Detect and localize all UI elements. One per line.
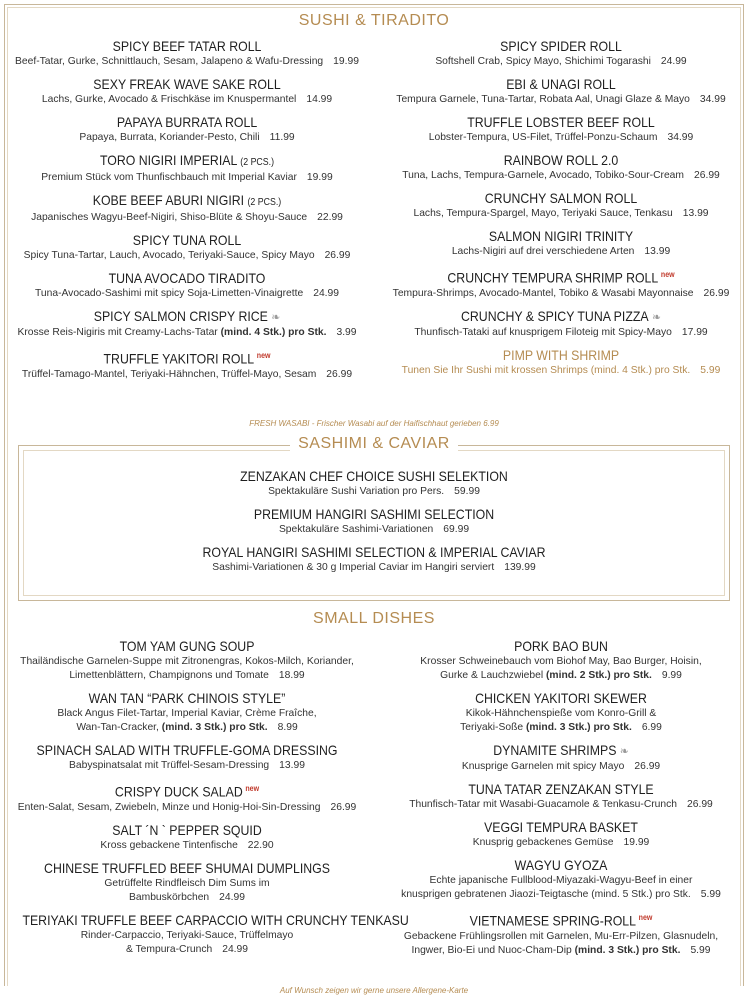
item-desc: Ingwer, Bio-Ei und Nuoc-Cham-Dip (mind. 3 Stk.) pro Stk. 5.99 bbox=[411, 944, 711, 956]
item-desc: Lachs, Gurke, Avocado & Frischkäse im Knuspermantel 14.99 bbox=[41, 94, 333, 105]
chili-icon: ❧ bbox=[619, 744, 629, 758]
section-title-sashimi: SASHIMI & CAVIAR bbox=[298, 435, 450, 452]
item-name: CRUNCHY SALMON ROLL bbox=[484, 190, 638, 206]
item-desc: Japanisches Wagyu-Beef-Nigiri, Shiso-Blüte & Shoyu-Sauce 22.99 bbox=[31, 212, 343, 223]
item-desc: Gurke & Lauchzwiebel (mind. 2 Stk.) pro Stk. 9.99 bbox=[440, 670, 682, 681]
item-name: RAINBOW ROLL 2.0 bbox=[503, 152, 619, 168]
item-desc: Premium Stück vom Thunfischbauch mit Imperial Kaviar 19.99 bbox=[41, 172, 333, 183]
menu-item bbox=[374, 266, 748, 301]
new-badge: new bbox=[245, 784, 260, 793]
item-price: 24.99 bbox=[222, 943, 248, 955]
item-price: 26.99 bbox=[694, 170, 720, 181]
item-desc: Wan-Tan-Cracker, (mind. 3 Stk.) pro Stk. 8.99 bbox=[76, 722, 298, 733]
item-name: SALT ´N ` PEPPER SQUID bbox=[112, 821, 262, 838]
item-desc: Lobster-Tempura, US-Filet, Trüffel-Ponzu-Schaum 34.99 bbox=[428, 132, 694, 143]
item-price: 6.99 bbox=[641, 722, 662, 733]
item-price: 8.99 bbox=[277, 722, 298, 733]
item-price: 9.99 bbox=[661, 670, 682, 681]
wasabi-note: FRESH WASABI - Frischer Wasabi auf der Haifischhaut gerieben 6.99 bbox=[249, 419, 499, 428]
menu-item bbox=[0, 690, 374, 735]
item-price: 26.99 bbox=[634, 761, 661, 772]
menu-item bbox=[374, 308, 748, 340]
chili-icon: ❧ bbox=[652, 309, 661, 324]
section-title-small-dishes: SMALL DISHES bbox=[313, 610, 435, 627]
item-name: TUNA TATAR ZENZAKAN STYLE bbox=[468, 781, 654, 797]
new-badge: new bbox=[256, 351, 271, 360]
item-desc: Thunfisch-Tatar mit Wasabi-Guacamole & Tenkasu-Crunch 26.99 bbox=[409, 799, 713, 810]
item-desc: Bambuskörbchen 24.99 bbox=[129, 891, 245, 903]
item-name: TUNA AVOCADO TIRADITO bbox=[108, 270, 266, 286]
item-name: CHINESE TRUFFLED BEEF SHUMAI DUMPLINGS bbox=[44, 859, 330, 876]
item-desc: Gebackene Frühlingsrollen mit Garnelen, Mu-Err-Pilzen, Glasnudeln, bbox=[403, 930, 719, 942]
item-desc: Sashimi-Variationen & 30 g Imperial Caviar im Hangiri serviert 139.99 bbox=[212, 562, 536, 573]
menu-item bbox=[374, 781, 748, 812]
menu-item bbox=[374, 347, 748, 378]
item-desc: Papaya, Burrata, Koriander-Pesto, Chili 11.99 bbox=[79, 132, 295, 143]
item-name: DYNAMITE SHRIMPS ❧ bbox=[493, 742, 629, 758]
item-desc: Beef-Tatar, Gurke, Schnittlauch, Sesam, Jalapeno & Wafu-Dressing 19.99 bbox=[15, 56, 359, 67]
item-price: 19.99 bbox=[623, 837, 650, 848]
item-name: VIETNAMESE SPRING-ROLL $^{new}$ bbox=[469, 912, 653, 929]
item-name: EBI & UNAGI ROLL bbox=[506, 76, 616, 92]
menu-item bbox=[0, 638, 374, 683]
menu-item bbox=[374, 38, 748, 69]
item-price: 14.99 bbox=[306, 94, 333, 105]
item-price: 59.99 bbox=[454, 486, 480, 497]
item-price: 13.99 bbox=[682, 208, 709, 219]
sashimi-column bbox=[0, 468, 748, 575]
item-name: VEGGI TEMPURA BASKET bbox=[484, 819, 638, 835]
item-name: SALMON NIGIRI TRINITY bbox=[488, 228, 634, 244]
item-name: CRUNCHY TEMPURA SHRIMP ROLL $^{new}$ bbox=[447, 269, 675, 286]
menu-item bbox=[0, 822, 374, 853]
item-desc: Teriyaki-Soße (mind. 3 Stk.) pro Stk. 6.99 bbox=[460, 722, 662, 733]
item-price: 5.99 bbox=[700, 364, 721, 376]
small-right-column bbox=[374, 638, 748, 958]
menu-item bbox=[0, 152, 374, 185]
item-desc: Thailändische Garnelen-Suppe mit Zitronengras, Kokos-Milch, Koriander, bbox=[20, 656, 354, 667]
item-desc: Lachs-Nigiri auf drei verschiedene Arten 13.99 bbox=[451, 246, 671, 257]
menu-item bbox=[0, 506, 748, 537]
item-desc: Tuna, Lachs, Tempura-Garnele, Avocado, Tobiko-Sour-Cream 26.99 bbox=[402, 170, 720, 181]
item-price: 13.99 bbox=[279, 760, 305, 771]
item-name: WAN TAN “PARK CHINOIS STYLE” bbox=[88, 690, 286, 706]
item-desc: Tuna-Avocado-Sashimi mit spicy Soja-Limetten-Vinaigrette 24.99 bbox=[34, 288, 339, 299]
menu-item bbox=[0, 347, 374, 382]
menu-item bbox=[0, 76, 374, 107]
item-desc: Kikok-Hähnchenspieße vom Konro-Grill & bbox=[465, 708, 657, 719]
item-desc: Krosser Schweinebauch vom Biohof May, Bao Burger, Hoisin, bbox=[420, 656, 702, 667]
menu-item bbox=[0, 114, 374, 145]
item-desc: Tunen Sie Ihr Sushi mit krossen Shrimps (mind. 4 Stk.) pro Stk. 5.99 bbox=[401, 364, 721, 376]
item-price: 24.99 bbox=[313, 288, 339, 299]
chili-icon: ❧ bbox=[271, 310, 281, 324]
item-name: SPICY SPIDER ROLL bbox=[500, 38, 622, 54]
item-desc: Tempura Garnele, Tuna-Tartar, Robata Aal, Unagi Glaze & Mayo 34.99 bbox=[396, 94, 726, 105]
menu-item bbox=[0, 38, 374, 69]
item-name: ROYAL HANGIRI SASHIMI SELECTION & IMPERIAL CAVIAR bbox=[202, 544, 546, 560]
item-desc: Babyspinatsalat mit Trüffel-Sesam-Dressing 13.99 bbox=[69, 760, 305, 771]
new-badge: new bbox=[638, 913, 653, 922]
menu-item bbox=[0, 780, 374, 815]
new-badge: new bbox=[660, 270, 675, 279]
item-desc: Thunfisch-Tataki auf knusprigem Filoteig mit Spicy-Mayo 17.99 bbox=[414, 326, 708, 338]
item-desc: Kross gebackene Tintenfische 22.90 bbox=[100, 839, 274, 851]
item-desc: Spektakuläre Sushi Variation pro Pers. 59.99 bbox=[268, 486, 480, 497]
item-desc: Lachs, Tempura-Spargel, Mayo, Teriyaki Sauce, Tenkasu 13.99 bbox=[413, 208, 709, 219]
item-price: 26.99 bbox=[703, 287, 730, 299]
item-desc: Limettenblättern, Champignons und Tomate 18.99 bbox=[69, 670, 305, 681]
item-price: 24.99 bbox=[660, 56, 687, 67]
item-desc: Krosse Reis-Nigiris mit Creamy-Lachs-Tatar (mind. 4 Stk.) pro Stk. 3.99 bbox=[17, 327, 357, 338]
item-desc: Spektakuläre Sashimi-Variationen 69.99 bbox=[278, 524, 470, 535]
item-price: 22.90 bbox=[247, 839, 274, 851]
item-desc: Enten-Salat, Sesam, Zwiebeln, Minze und Honig-Hoi-Sin-Dressing 26.99 bbox=[17, 801, 357, 813]
item-price: 22.99 bbox=[317, 212, 343, 223]
menu-item bbox=[374, 114, 748, 145]
item-desc: Rinder-Carpaccio, Teriyaki-Sauce, Trüffelmayo bbox=[80, 929, 294, 941]
menu-item bbox=[0, 232, 374, 263]
menu-item bbox=[0, 468, 748, 499]
menu-item bbox=[0, 544, 748, 575]
item-name: PIMP WITH SHRIMP bbox=[502, 346, 620, 363]
item-price: 24.99 bbox=[219, 891, 245, 903]
item-name: PORK BAO BUN bbox=[514, 638, 608, 654]
small-left-column bbox=[0, 638, 409, 957]
menu-item bbox=[0, 270, 374, 301]
menu-item bbox=[0, 911, 409, 957]
item-name: SEXY FREAK WAVE SAKE ROLL bbox=[93, 76, 281, 92]
item-name: PAPAYA BURRATA ROLL bbox=[116, 114, 258, 130]
menu-item bbox=[0, 192, 374, 225]
item-name: SPICY BEEF TATAR ROLL bbox=[112, 38, 262, 54]
item-name: PREMIUM HANGIRI SASHIMI SELECTION bbox=[253, 506, 495, 522]
item-desc: knusprigen gebratenen Jiaozi-Teigtasche (mind. 5 Stk.) pro Stk. 5.99 bbox=[401, 889, 721, 900]
item-desc: Knusprige Garnelen mit spicy Mayo 26.99 bbox=[461, 761, 661, 772]
item-name: TERIYAKI TRUFFLE BEEF CARPACCIO WITH CRUNCHY TENKASU bbox=[22, 911, 409, 928]
item-desc: Trüffel-Tamago-Mantel, Teriyaki-Hähnchen, Trüffel-Mayo, Sesam 26.99 bbox=[21, 368, 353, 380]
item-name: ZENZAKAN CHEF CHOICE SUSHI SELEKTION bbox=[240, 468, 508, 484]
item-price: 26.99 bbox=[326, 368, 353, 380]
item-name: SPINACH SALAD WITH TRUFFLE-GOMA DRESSING bbox=[36, 742, 338, 758]
item-price: 13.99 bbox=[644, 246, 671, 257]
item-price: 139.99 bbox=[504, 562, 536, 573]
item-desc: Tempura-Shrimps, Avocado-Mantel, Tobiko & Wasabi Mayonnaise 26.99 bbox=[392, 287, 730, 299]
menu-item bbox=[374, 228, 748, 259]
item-name: SPICY SALMON CRISPY RICE ❧ bbox=[93, 308, 281, 324]
item-price: 18.99 bbox=[278, 670, 305, 681]
item-desc: Echte japanische Fullblood-Miyazaki-Wagyu-Beef in einer bbox=[429, 875, 693, 886]
menu-item bbox=[0, 308, 374, 340]
menu-item bbox=[374, 638, 748, 683]
item-name: CRISPY DUCK SALAD $^{new}$ bbox=[114, 783, 260, 800]
section-title-sushi: SUSHI & TIRADITO bbox=[298, 12, 450, 29]
menu-item bbox=[374, 742, 748, 774]
item-name: CRUNCHY & SPICY TUNA PIZZA ❧ bbox=[461, 307, 661, 324]
item-price: 19.99 bbox=[333, 56, 359, 67]
item-name: SPICY TUNA ROLL bbox=[132, 232, 242, 248]
menu-item bbox=[374, 909, 748, 958]
menu-item bbox=[374, 76, 748, 107]
menu-item bbox=[374, 690, 748, 735]
menu-item bbox=[374, 819, 748, 850]
item-price: 34.99 bbox=[667, 132, 694, 143]
menu-item bbox=[374, 152, 748, 183]
item-name: CHICKEN YAKITORI SKEWER bbox=[475, 690, 647, 706]
item-price: 26.99 bbox=[324, 250, 351, 261]
item-name: TRUFFLE LOBSTER BEEF ROLL bbox=[467, 114, 655, 130]
item-name: TORO NIGIRI IMPERIAL (2 PCS.) bbox=[99, 152, 275, 168]
item-name: WAGYU GYOZA bbox=[514, 857, 608, 873]
item-name: TOM YAM GUNG SOUP bbox=[119, 638, 255, 654]
item-name: KOBE BEEF ABURI NIGIRI (2 PCS.) bbox=[92, 192, 282, 208]
item-price: 5.99 bbox=[690, 944, 711, 956]
item-desc: & Tempura-Crunch 24.99 bbox=[125, 943, 248, 955]
item-price: 11.99 bbox=[269, 132, 295, 143]
item-desc: Knusprig gebackenes Gemüse 19.99 bbox=[472, 837, 650, 848]
item-desc: Black Angus Filet-Tartar, Imperial Kaviar, Crème Fraîche, bbox=[57, 708, 317, 719]
item-desc: Softshell Crab, Spicy Mayo, Shichimi Togarashi 24.99 bbox=[435, 56, 687, 67]
item-name: TRUFFLE YAKITORI ROLL $^{new}$ bbox=[103, 350, 271, 367]
item-price: 5.99 bbox=[700, 889, 721, 900]
item-price: 17.99 bbox=[681, 326, 708, 338]
menu-item bbox=[374, 857, 748, 902]
item-price: 26.99 bbox=[330, 801, 357, 813]
item-price: 3.99 bbox=[336, 327, 357, 338]
menu-item bbox=[0, 860, 374, 905]
menu-item bbox=[0, 742, 374, 773]
item-price: 19.99 bbox=[306, 172, 333, 183]
item-desc: Spicy Tuna-Tartar, Lauch, Avocado, Teriyaki-Sauce, Spicy Mayo 26.99 bbox=[23, 250, 351, 261]
item-price: 34.99 bbox=[699, 94, 726, 105]
item-price: 69.99 bbox=[443, 524, 470, 535]
sushi-right-column bbox=[374, 38, 748, 378]
item-desc: Getrüffelte Rindfleisch Dim Sums im bbox=[104, 877, 270, 889]
menu-item bbox=[374, 190, 748, 221]
allergen-footer: Auf Wunsch zeigen wir gerne unsere Allergene-Karte bbox=[0, 986, 748, 995]
sushi-left-column bbox=[0, 38, 374, 382]
item-price: 26.99 bbox=[687, 799, 713, 810]
